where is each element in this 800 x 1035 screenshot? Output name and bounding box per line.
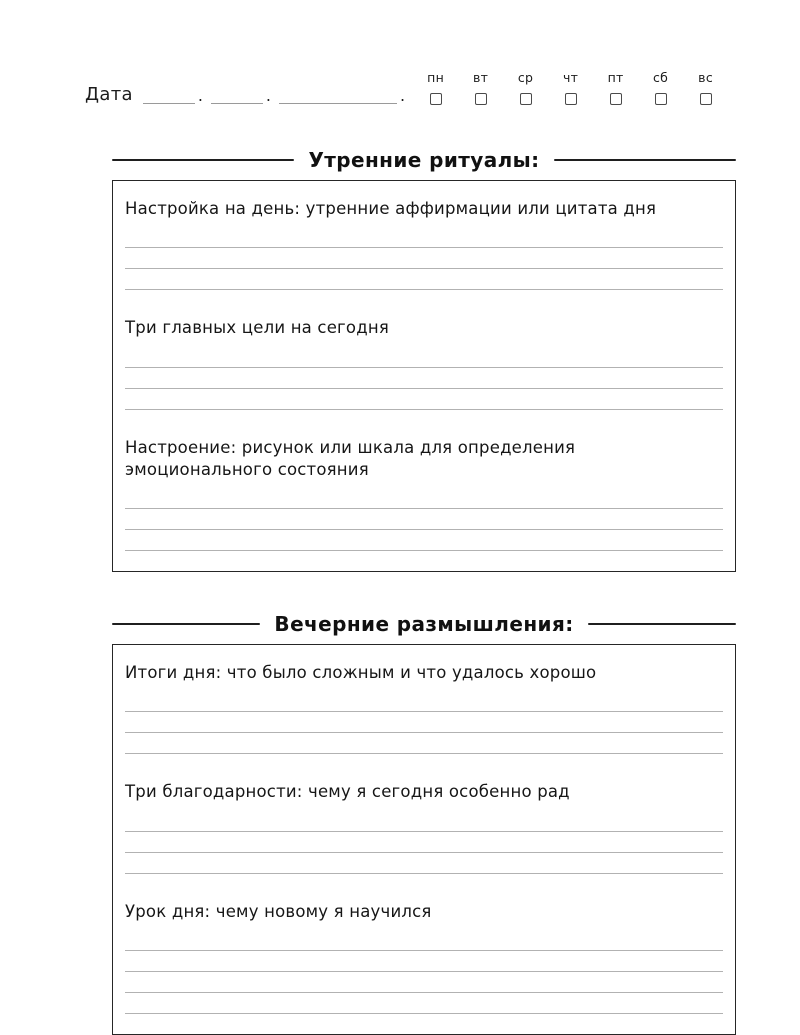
writing-lines xyxy=(125,227,723,290)
section-box xyxy=(112,644,736,1035)
field-lesson-of-day xyxy=(123,901,725,1014)
date-label: Дата xyxy=(85,84,133,105)
header xyxy=(85,70,725,105)
weekday-tue xyxy=(458,70,503,105)
section-title-row xyxy=(112,612,736,636)
writing-line[interactable] xyxy=(125,832,723,853)
writing-lines xyxy=(125,930,723,1014)
journal-page xyxy=(112,148,736,1035)
writing-line[interactable] xyxy=(125,691,723,712)
weekday-label: вт xyxy=(472,70,489,85)
field-label: Три благодарности: чему я сегодня особенно рад xyxy=(125,782,570,802)
weekday-thu xyxy=(548,70,593,105)
weekday-checkbox[interactable] xyxy=(565,93,577,105)
date-dot: . xyxy=(265,86,271,105)
section-title: Вечерние размышления: xyxy=(274,612,574,637)
date-dot: . xyxy=(400,86,406,105)
section-title-row xyxy=(112,148,736,172)
writing-line[interactable] xyxy=(125,248,723,269)
writing-line[interactable] xyxy=(125,712,723,733)
writing-line[interactable] xyxy=(125,530,723,551)
weekday-checkbox[interactable] xyxy=(475,93,487,105)
writing-lines xyxy=(125,488,723,551)
writing-line[interactable] xyxy=(125,993,723,1014)
field-label: Урок дня: чему новому я научился xyxy=(125,901,432,921)
weekday-checkbox[interactable] xyxy=(655,93,667,105)
weekday-checkbox[interactable] xyxy=(700,93,712,105)
field-label: Итоги дня: что было сложным и что удалось хорошо xyxy=(125,663,597,683)
weekday-wed xyxy=(503,70,548,105)
field-daily-tuning xyxy=(123,198,725,290)
field-day-results xyxy=(123,662,725,754)
weekday-checkbox[interactable] xyxy=(520,93,532,105)
section-title: Утренние ритуалы: xyxy=(308,148,540,172)
writing-line[interactable] xyxy=(125,389,723,410)
field-mood xyxy=(123,437,725,552)
writing-line[interactable] xyxy=(125,509,723,530)
writing-line[interactable] xyxy=(125,811,723,832)
date-blank-year[interactable] xyxy=(279,88,397,104)
writing-line[interactable] xyxy=(125,733,723,754)
weekday-label: вс xyxy=(698,70,714,85)
weekday-checkbox[interactable] xyxy=(610,93,622,105)
section-box xyxy=(112,180,736,572)
writing-line[interactable] xyxy=(125,972,723,993)
field-label: Настроение: рисунок или шкала для определения эмоционального состояния xyxy=(125,437,576,479)
weekday-label: пн xyxy=(427,70,445,85)
weekday-fri xyxy=(593,70,638,105)
field-gratitude xyxy=(123,781,725,873)
weekday-checkboxes xyxy=(413,70,728,105)
weekday-sun xyxy=(683,70,728,105)
weekday-checkbox[interactable] xyxy=(430,93,442,105)
date-blank-month[interactable] xyxy=(211,88,263,104)
field-label: Настройка на день: утренние аффирмации или цитата дня xyxy=(125,199,657,218)
date-field xyxy=(85,86,413,104)
weekday-label: ср xyxy=(517,70,534,85)
section-evening-reflections xyxy=(112,612,736,1035)
date-blank-day[interactable] xyxy=(143,88,195,104)
section-morning-rituals xyxy=(112,148,736,572)
title-rule-left xyxy=(112,623,260,625)
writing-lines xyxy=(125,347,723,410)
weekday-mon xyxy=(413,70,458,105)
title-rule-left xyxy=(112,159,294,161)
writing-line[interactable] xyxy=(125,488,723,509)
writing-line[interactable] xyxy=(125,227,723,248)
weekday-label: сб xyxy=(653,70,669,85)
title-rule-right xyxy=(588,623,736,625)
weekday-sat xyxy=(638,70,683,105)
writing-line[interactable] xyxy=(125,347,723,368)
date-dot: . xyxy=(197,86,203,105)
title-rule-right xyxy=(554,159,736,161)
writing-line[interactable] xyxy=(125,368,723,389)
field-three-goals xyxy=(123,317,725,409)
writing-line[interactable] xyxy=(125,269,723,290)
weekday-label: чт xyxy=(562,70,579,85)
weekday-label: пт xyxy=(607,70,624,85)
field-label: Три главных цели на сегодня xyxy=(125,318,389,338)
writing-lines xyxy=(125,811,723,874)
writing-line[interactable] xyxy=(125,930,723,951)
writing-line[interactable] xyxy=(125,853,723,874)
writing-lines xyxy=(125,691,723,754)
writing-line[interactable] xyxy=(125,951,723,972)
